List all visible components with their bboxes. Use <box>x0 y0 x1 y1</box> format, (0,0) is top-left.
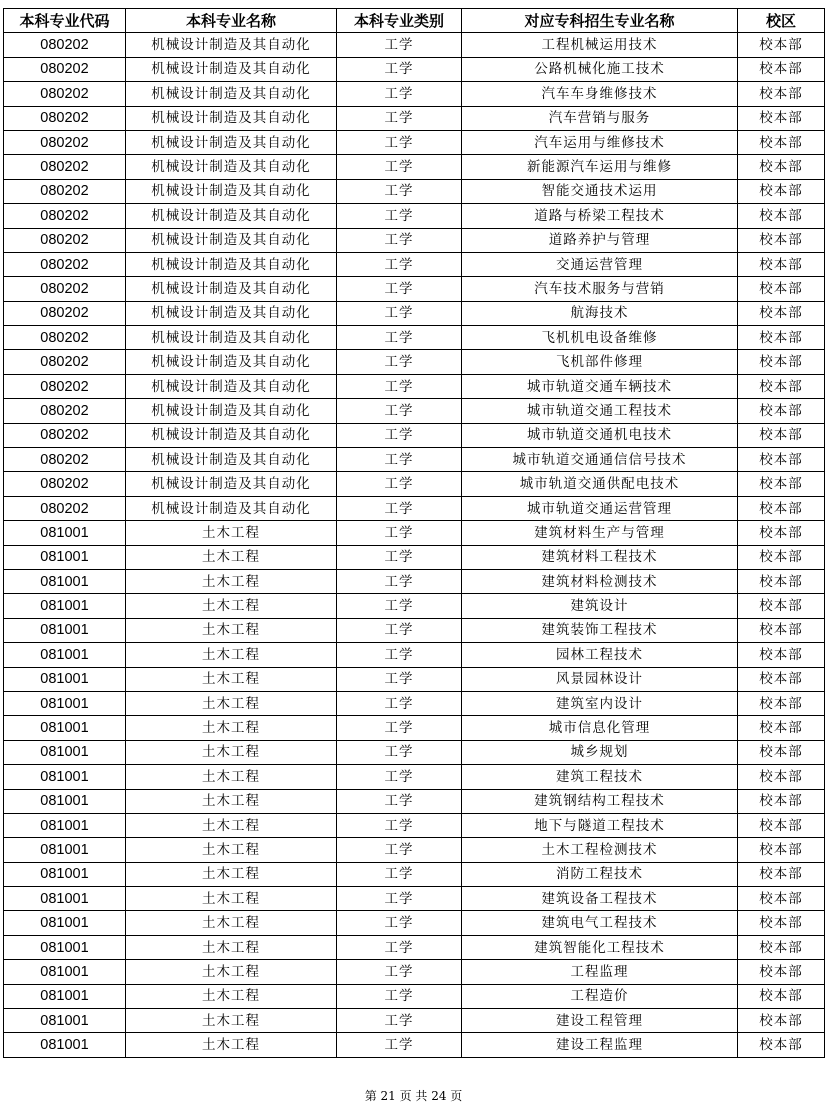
cell-category: 工学 <box>337 716 462 740</box>
table-row <box>4 106 825 130</box>
cell-major-name: 土木工程 <box>126 594 337 618</box>
cell-category: 工学 <box>337 106 462 130</box>
cell-code: 080202 <box>4 130 126 154</box>
cell-campus: 校本部 <box>738 887 825 911</box>
cell-code: 081001 <box>4 740 126 764</box>
table-row <box>4 569 825 593</box>
table-row <box>4 350 825 374</box>
table-row <box>4 984 825 1008</box>
table-row <box>4 57 825 81</box>
cell-category: 工学 <box>337 155 462 179</box>
cell-major-name: 机械设计制造及其自动化 <box>126 130 337 154</box>
cell-major-name: 土木工程 <box>126 716 337 740</box>
cell-category: 工学 <box>337 326 462 350</box>
table-row <box>4 82 825 106</box>
cell-campus: 校本部 <box>738 960 825 984</box>
cell-major-name: 土木工程 <box>126 618 337 642</box>
header-row <box>4 9 825 33</box>
cell-junior-major: 城市信息化管理 <box>462 716 738 740</box>
table-row <box>4 813 825 837</box>
cell-category: 工学 <box>337 789 462 813</box>
cell-code: 080202 <box>4 106 126 130</box>
cell-category: 工学 <box>337 691 462 715</box>
table-row <box>4 179 825 203</box>
cell-category: 工学 <box>337 935 462 959</box>
cell-code: 080202 <box>4 155 126 179</box>
cell-campus: 校本部 <box>738 57 825 81</box>
cell-junior-major: 土木工程检测技术 <box>462 838 738 862</box>
cell-code: 080202 <box>4 496 126 520</box>
cell-major-name: 机械设计制造及其自动化 <box>126 277 337 301</box>
table-row <box>4 935 825 959</box>
cell-major-name: 机械设计制造及其自动化 <box>126 423 337 447</box>
cell-junior-major: 建筑装饰工程技术 <box>462 618 738 642</box>
cell-campus: 校本部 <box>738 643 825 667</box>
cell-code: 081001 <box>4 838 126 862</box>
major-table <box>3 8 825 1058</box>
cell-campus: 校本部 <box>738 155 825 179</box>
cell-major-name: 机械设计制造及其自动化 <box>126 179 337 203</box>
cell-junior-major: 建筑工程技术 <box>462 765 738 789</box>
cell-category: 工学 <box>337 448 462 472</box>
cell-campus: 校本部 <box>738 350 825 374</box>
cell-category: 工学 <box>337 862 462 886</box>
table-row <box>4 545 825 569</box>
cell-junior-major: 园林工程技术 <box>462 643 738 667</box>
cell-junior-major: 建筑电气工程技术 <box>462 911 738 935</box>
cell-campus: 校本部 <box>738 252 825 276</box>
cell-category: 工学 <box>337 252 462 276</box>
cell-campus: 校本部 <box>738 545 825 569</box>
table-row <box>4 838 825 862</box>
cell-campus: 校本部 <box>738 569 825 593</box>
cell-campus: 校本部 <box>738 496 825 520</box>
cell-major-name: 机械设计制造及其自动化 <box>126 301 337 325</box>
cell-category: 工学 <box>337 569 462 593</box>
header-major-name: 本科专业名称 <box>126 9 337 33</box>
table-row <box>4 472 825 496</box>
cell-code: 081001 <box>4 1033 126 1057</box>
cell-major-name: 机械设计制造及其自动化 <box>126 33 337 57</box>
table-row <box>4 301 825 325</box>
cell-category: 工学 <box>337 813 462 837</box>
cell-campus: 校本部 <box>738 204 825 228</box>
cell-code: 080202 <box>4 82 126 106</box>
cell-major-name: 土木工程 <box>126 667 337 691</box>
cell-junior-major: 城市轨道交通运营管理 <box>462 496 738 520</box>
table-row <box>4 521 825 545</box>
cell-junior-major: 工程机械运用技术 <box>462 33 738 57</box>
table-row <box>4 960 825 984</box>
cell-category: 工学 <box>337 496 462 520</box>
cell-category: 工学 <box>337 277 462 301</box>
cell-major-name: 土木工程 <box>126 789 337 813</box>
cell-junior-major: 道路养护与管理 <box>462 228 738 252</box>
cell-junior-major: 工程造价 <box>462 984 738 1008</box>
cell-campus: 校本部 <box>738 82 825 106</box>
table-row <box>4 130 825 154</box>
cell-code: 081001 <box>4 521 126 545</box>
cell-major-name: 土木工程 <box>126 569 337 593</box>
cell-major-name: 机械设计制造及其自动化 <box>126 228 337 252</box>
cell-category: 工学 <box>337 594 462 618</box>
cell-junior-major: 飞机机电设备维修 <box>462 326 738 350</box>
cell-code: 080202 <box>4 57 126 81</box>
table-row <box>4 716 825 740</box>
cell-code: 081001 <box>4 911 126 935</box>
cell-code: 081001 <box>4 960 126 984</box>
cell-major-name: 机械设计制造及其自动化 <box>126 82 337 106</box>
cell-junior-major: 城市轨道交通通信信号技术 <box>462 448 738 472</box>
cell-major-name: 机械设计制造及其自动化 <box>126 204 337 228</box>
cell-junior-major: 城乡规划 <box>462 740 738 764</box>
cell-category: 工学 <box>337 1009 462 1033</box>
table-row <box>4 448 825 472</box>
table-header <box>4 9 825 33</box>
cell-junior-major: 消防工程技术 <box>462 862 738 886</box>
cell-major-name: 土木工程 <box>126 838 337 862</box>
cell-major-name: 土木工程 <box>126 862 337 886</box>
cell-code: 081001 <box>4 935 126 959</box>
cell-campus: 校本部 <box>738 789 825 813</box>
cell-campus: 校本部 <box>738 448 825 472</box>
cell-campus: 校本部 <box>738 691 825 715</box>
table-row <box>4 667 825 691</box>
cell-junior-major: 建筑材料生产与管理 <box>462 521 738 545</box>
cell-code: 081001 <box>4 765 126 789</box>
cell-junior-major: 交通运营管理 <box>462 252 738 276</box>
cell-category: 工学 <box>337 82 462 106</box>
cell-junior-major: 航海技术 <box>462 301 738 325</box>
cell-code: 080202 <box>4 204 126 228</box>
cell-junior-major: 智能交通技术运用 <box>462 179 738 203</box>
cell-campus: 校本部 <box>738 399 825 423</box>
cell-campus: 校本部 <box>738 301 825 325</box>
cell-category: 工学 <box>337 204 462 228</box>
cell-junior-major: 建设工程管理 <box>462 1009 738 1033</box>
cell-campus: 校本部 <box>738 984 825 1008</box>
table-row <box>4 496 825 520</box>
cell-code: 081001 <box>4 545 126 569</box>
cell-category: 工学 <box>337 960 462 984</box>
cell-category: 工学 <box>337 301 462 325</box>
table-row <box>4 643 825 667</box>
cell-code: 080202 <box>4 448 126 472</box>
cell-major-name: 土木工程 <box>126 911 337 935</box>
table-row <box>4 399 825 423</box>
cell-junior-major: 汽车车身维修技术 <box>462 82 738 106</box>
cell-junior-major: 飞机部件修理 <box>462 350 738 374</box>
cell-campus: 校本部 <box>738 228 825 252</box>
cell-junior-major: 建筑设计 <box>462 594 738 618</box>
cell-campus: 校本部 <box>738 935 825 959</box>
cell-major-name: 机械设计制造及其自动化 <box>126 350 337 374</box>
header-campus: 校区 <box>738 9 825 33</box>
cell-major-name: 土木工程 <box>126 935 337 959</box>
cell-code: 080202 <box>4 252 126 276</box>
cell-code: 080202 <box>4 301 126 325</box>
cell-junior-major: 城市轨道交通工程技术 <box>462 399 738 423</box>
table-row <box>4 887 825 911</box>
cell-junior-major: 建筑智能化工程技术 <box>462 935 738 959</box>
cell-category: 工学 <box>337 374 462 398</box>
cell-code: 081001 <box>4 691 126 715</box>
table-body <box>4 33 825 1057</box>
cell-category: 工学 <box>337 911 462 935</box>
cell-major-name: 土木工程 <box>126 691 337 715</box>
cell-major-name: 机械设计制造及其自动化 <box>126 326 337 350</box>
cell-category: 工学 <box>337 545 462 569</box>
table-row <box>4 204 825 228</box>
table-row <box>4 155 825 179</box>
cell-campus: 校本部 <box>738 838 825 862</box>
header-code: 本科专业代码 <box>4 9 126 33</box>
cell-major-name: 机械设计制造及其自动化 <box>126 252 337 276</box>
cell-category: 工学 <box>337 228 462 252</box>
cell-major-name: 机械设计制造及其自动化 <box>126 448 337 472</box>
cell-major-name: 机械设计制造及其自动化 <box>126 399 337 423</box>
table-row <box>4 765 825 789</box>
cell-major-name: 土木工程 <box>126 887 337 911</box>
cell-junior-major: 建设工程监理 <box>462 1033 738 1057</box>
table-row <box>4 228 825 252</box>
cell-code: 080202 <box>4 33 126 57</box>
cell-code: 081001 <box>4 984 126 1008</box>
cell-category: 工学 <box>337 130 462 154</box>
cell-campus: 校本部 <box>738 106 825 130</box>
table-row <box>4 423 825 447</box>
cell-campus: 校本部 <box>738 765 825 789</box>
cell-junior-major: 城市轨道交通机电技术 <box>462 423 738 447</box>
cell-category: 工学 <box>337 667 462 691</box>
cell-code: 080202 <box>4 350 126 374</box>
cell-junior-major: 汽车运用与维修技术 <box>462 130 738 154</box>
cell-major-name: 机械设计制造及其自动化 <box>126 496 337 520</box>
cell-category: 工学 <box>337 423 462 447</box>
cell-major-name: 机械设计制造及其自动化 <box>126 374 337 398</box>
cell-campus: 校本部 <box>738 813 825 837</box>
cell-category: 工学 <box>337 350 462 374</box>
cell-junior-major: 建筑室内设计 <box>462 691 738 715</box>
cell-category: 工学 <box>337 179 462 203</box>
cell-category: 工学 <box>337 57 462 81</box>
cell-junior-major: 汽车技术服务与营销 <box>462 277 738 301</box>
cell-junior-major: 地下与隧道工程技术 <box>462 813 738 837</box>
table-row <box>4 740 825 764</box>
cell-campus: 校本部 <box>738 130 825 154</box>
cell-campus: 校本部 <box>738 1033 825 1057</box>
cell-junior-major: 新能源汽车运用与维修 <box>462 155 738 179</box>
cell-campus: 校本部 <box>738 326 825 350</box>
cell-campus: 校本部 <box>738 911 825 935</box>
cell-major-name: 机械设计制造及其自动化 <box>126 155 337 179</box>
cell-major-name: 土木工程 <box>126 1033 337 1057</box>
cell-major-name: 机械设计制造及其自动化 <box>126 472 337 496</box>
cell-code: 081001 <box>4 1009 126 1033</box>
cell-code: 081001 <box>4 618 126 642</box>
cell-major-name: 土木工程 <box>126 1009 337 1033</box>
cell-category: 工学 <box>337 740 462 764</box>
table-row <box>4 911 825 935</box>
cell-code: 080202 <box>4 179 126 203</box>
cell-code: 081001 <box>4 643 126 667</box>
cell-campus: 校本部 <box>738 1009 825 1033</box>
cell-major-name: 土木工程 <box>126 740 337 764</box>
cell-major-name: 土木工程 <box>126 960 337 984</box>
table-row <box>4 326 825 350</box>
cell-junior-major: 建筑材料检测技术 <box>462 569 738 593</box>
header-junior-major: 对应专科招生专业名称 <box>462 9 738 33</box>
table-row <box>4 1009 825 1033</box>
cell-campus: 校本部 <box>738 594 825 618</box>
cell-category: 工学 <box>337 399 462 423</box>
cell-campus: 校本部 <box>738 862 825 886</box>
cell-junior-major: 建筑设备工程技术 <box>462 887 738 911</box>
cell-code: 081001 <box>4 887 126 911</box>
cell-campus: 校本部 <box>738 277 825 301</box>
cell-major-name: 土木工程 <box>126 813 337 837</box>
cell-major-name: 土木工程 <box>126 984 337 1008</box>
cell-code: 081001 <box>4 667 126 691</box>
cell-major-name: 土木工程 <box>126 643 337 667</box>
cell-category: 工学 <box>337 765 462 789</box>
cell-campus: 校本部 <box>738 521 825 545</box>
cell-category: 工学 <box>337 618 462 642</box>
table-row <box>4 252 825 276</box>
cell-junior-major: 汽车营销与服务 <box>462 106 738 130</box>
cell-junior-major: 道路与桥梁工程技术 <box>462 204 738 228</box>
page-number: 第 21 页 共 24 页 <box>364 1089 463 1103</box>
cell-category: 工学 <box>337 643 462 667</box>
cell-campus: 校本部 <box>738 667 825 691</box>
table-row <box>4 1033 825 1057</box>
cell-junior-major: 工程监理 <box>462 960 738 984</box>
cell-campus: 校本部 <box>738 374 825 398</box>
cell-campus: 校本部 <box>738 33 825 57</box>
cell-major-name: 机械设计制造及其自动化 <box>126 57 337 81</box>
cell-campus: 校本部 <box>738 179 825 203</box>
cell-code: 080202 <box>4 277 126 301</box>
cell-code: 080202 <box>4 472 126 496</box>
cell-major-name: 土木工程 <box>126 545 337 569</box>
cell-code: 080202 <box>4 423 126 447</box>
table-row <box>4 862 825 886</box>
cell-junior-major: 公路机械化施工技术 <box>462 57 738 81</box>
cell-code: 081001 <box>4 594 126 618</box>
cell-campus: 校本部 <box>738 423 825 447</box>
cell-code: 080202 <box>4 326 126 350</box>
table-row <box>4 789 825 813</box>
cell-campus: 校本部 <box>738 618 825 642</box>
cell-major-name: 机械设计制造及其自动化 <box>126 106 337 130</box>
cell-campus: 校本部 <box>738 716 825 740</box>
cell-major-name: 土木工程 <box>126 765 337 789</box>
cell-code: 080202 <box>4 374 126 398</box>
cell-category: 工学 <box>337 984 462 1008</box>
cell-major-name: 土木工程 <box>126 521 337 545</box>
cell-category: 工学 <box>337 472 462 496</box>
cell-category: 工学 <box>337 33 462 57</box>
cell-code: 081001 <box>4 716 126 740</box>
cell-junior-major: 城市轨道交通供配电技术 <box>462 472 738 496</box>
cell-category: 工学 <box>337 838 462 862</box>
table-row <box>4 277 825 301</box>
table-row <box>4 374 825 398</box>
header-category: 本科专业类别 <box>337 9 462 33</box>
cell-campus: 校本部 <box>738 740 825 764</box>
table-row <box>4 33 825 57</box>
cell-category: 工学 <box>337 887 462 911</box>
cell-code: 080202 <box>4 399 126 423</box>
cell-category: 工学 <box>337 1033 462 1057</box>
cell-junior-major: 建筑材料工程技术 <box>462 545 738 569</box>
cell-campus: 校本部 <box>738 472 825 496</box>
table-row <box>4 594 825 618</box>
cell-junior-major: 城市轨道交通车辆技术 <box>462 374 738 398</box>
cell-code: 081001 <box>4 789 126 813</box>
table-row <box>4 691 825 715</box>
cell-junior-major: 建筑钢结构工程技术 <box>462 789 738 813</box>
cell-code: 081001 <box>4 813 126 837</box>
cell-code: 081001 <box>4 569 126 593</box>
cell-junior-major: 风景园林设计 <box>462 667 738 691</box>
table-row <box>4 618 825 642</box>
cell-category: 工学 <box>337 521 462 545</box>
cell-code: 080202 <box>4 228 126 252</box>
cell-code: 081001 <box>4 862 126 886</box>
